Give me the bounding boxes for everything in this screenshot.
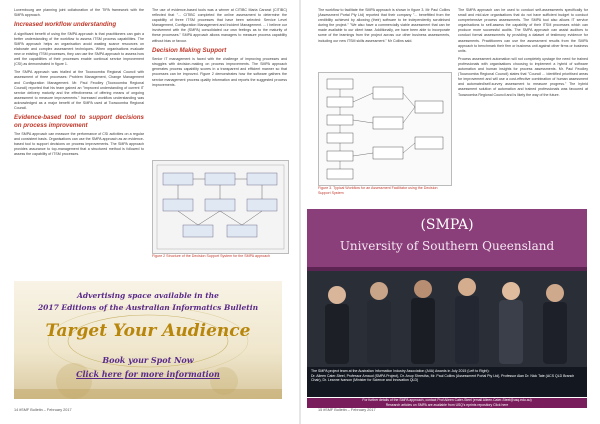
figure-3-workflow <box>318 72 452 186</box>
paragraph: The use of evidence-based tools was a winner at CITIBC Maria Caranzi (CITIBC) reflected that "... CITIBC completed the online assessment to determine the capability of three ITSM processes that have been selected: Service Level Management, Configuration Management and Incident Management. ... I believe our involvement with the (SMPA) consolidated our own feelings as to the maturity of these processes." SMPA approach allows managers to measure process capability without bias or favour. <box>152 8 287 43</box>
ad-cta-book[interactable]: Book your Spot Now <box>102 355 194 365</box>
figure-2-caption: Figure 2 Structure of the Decision Support System for the SMPA approach <box>152 254 270 258</box>
paragraph: The workflow to facilitate the SMPA approach is shown in figure 3. Mr Paul Collins (Assessment Portal Pty Ltd) reported that their company "... benefitted from the credibility achieved by allowing (their) software to be independently scrutinised during the project." "We also have a commercially viable assessment that can be made available to our client base. Additionally, we have been able to incorporate some of the learnings from the project across our other business assessments, including our new ITSM skills assessment." Mr Collins said. <box>318 8 450 43</box>
heading-decision-making: Decision Making Support <box>152 46 227 54</box>
heading-evidence-based: Evidence-based tool to support decisions on process improvement <box>14 114 144 129</box>
page-footer-right: 15 itSMF Bulletin – February 2017 <box>318 408 376 412</box>
page-footer-left: 14 itSMF Bulletin – February 2017 <box>14 408 72 412</box>
ad-line-2: 2017 Editions of the Australian Informatics Bulletin <box>37 303 259 312</box>
contact-line[interactable]: For further details of the SMPA approach, contact Prof Aileen Cater-Steel (email Aileen.Cater-Steel@usq.edu.au) <box>362 398 532 402</box>
photo-banner-acronym: (SMPA) <box>420 217 474 233</box>
contact-banner <box>307 398 587 408</box>
left-column-1 <box>14 8 144 161</box>
paragraph: Senior IT management is faced with the challenge of improving processes and struggles with decision-making on process improvements. The SMPA approach generates process capability scores in a transparent and efficient manner so that processes can be improved. Figure 2 demonstrates how the software gathers the service management process quality information and reports the suggested process improvements. <box>152 57 287 87</box>
paragraph: Process assessment automation will not completely upstage the need for trained professionals with organisations choosing to implement a hybrid of software automation and human insights for process assessments. Mr. Paul Feodley (Toowoomba Regional Council) states that "Council ... identified prioritised areas for improvement and will use a cost-effective combination of human assessment and automated/self-survey assessment to measure progress." The hybrid assessment solution of automation and trained professionals was favoured at Toowoomba Regional Council and is likely the way of the future. <box>458 56 588 97</box>
ad-line-1: Advertising space available in the <box>77 291 219 300</box>
advertisement-banner[interactable] <box>14 281 282 399</box>
figure-3-caption: Figure 3. Typical Workflow for an Assessment Facilitator using the Decision Support System <box>318 186 438 195</box>
repository-link[interactable]: Research articles on SMPA are available from USQ's eprints repository Click here <box>385 402 509 407</box>
ad-headline: Target Your Audience <box>45 321 251 341</box>
photo-banner-university: University of Southern Queensland <box>339 239 555 253</box>
left-page <box>0 0 299 424</box>
team-photo <box>307 209 587 397</box>
heading-workflow-understanding: Increased workflow understanding <box>14 21 117 29</box>
photo-caption <box>307 367 587 397</box>
right-column-2 <box>458 8 588 101</box>
right-column-1 <box>318 8 450 47</box>
figure-2-diagram <box>152 160 289 254</box>
intro-paragraph: Luxembourg are planning joint collaboration of the TIPA framework with the SMPA approach. <box>14 8 144 18</box>
paragraph: A significant benefit of using the SMPA approach is that practitioners can gain a better understanding of the workflow to assess ITSM process capabilities. The SMPA approach helps an organisation avoid wasting scarce resources on elaborate and complex assessment techniques. When organisations evaluate new or existing ITSM processes, they can use the SMPA approach to assess how well the capabilities of their processes enable continual service improvement (CSI) as demonstrated in figure 1. <box>14 31 144 67</box>
photo-caption-line-2: Dr. Aileen Cater-Steel, Professor Arnaud (SMPA Project), Dr. Anup Shrestha, Mr. Paul Collins (Assessment Portal Pty Ltd), Professor Alan Dr. Nick Tate (ACS QLD Branch Chair), Dr. Leanne Ivarson (Minister for Science and Innovation QLD) <box>311 373 575 383</box>
photo-caption-line-1: The SMPA project team at the Australian Information Industry Association (AIIA) Awards in July 2015 (Left to Right): <box>311 369 490 373</box>
left-column-2 <box>152 8 287 91</box>
paragraph: The SMPA approach was trialled at the Toowoomba Regional Council with assessment of three processes: Problem Management, Change Management and Configuration Management. Mr. Paul Feodley (Toowoomba Regional Council) reported that his team gained an "improved understanding of current IT service delivery maturity and the effectiveness of offering means of ongoing assessment to measure improvements." Increased workflow understanding was acknowledged as a major benefit of the SMPA used at Toowoomba Regional Council. <box>14 70 144 110</box>
paragraph: The SMPA approach can measure the performance of CSI activities on a regular and consistent basis. Organisations can use the SMPA approach as an evidence-based tool to support decisions on process improvements. The SMPA approach provides assurance to top-management that a structured method is followed to assess the capability of ITSM processes. <box>14 132 144 157</box>
ad-cta-link[interactable]: Click here for more information <box>76 369 220 379</box>
paragraph: The SMPA approach can be used to conduct self-assessments specifically for small and mid-size organisations that do not have sufficient budget to conduct comprehensive process assessments. The SMPA tool also allows IT service organisations to self-assess the capability of their ITSM processes which can produce more successful audits. The SMPA approach can assist auditors to conduct formal assessments by providing a dataset of testimony evidence for assessments. Practitioners can use the assessment results from the SMPA approach to benchmark their firm or business unit against other firms or business units. <box>458 8 588 53</box>
